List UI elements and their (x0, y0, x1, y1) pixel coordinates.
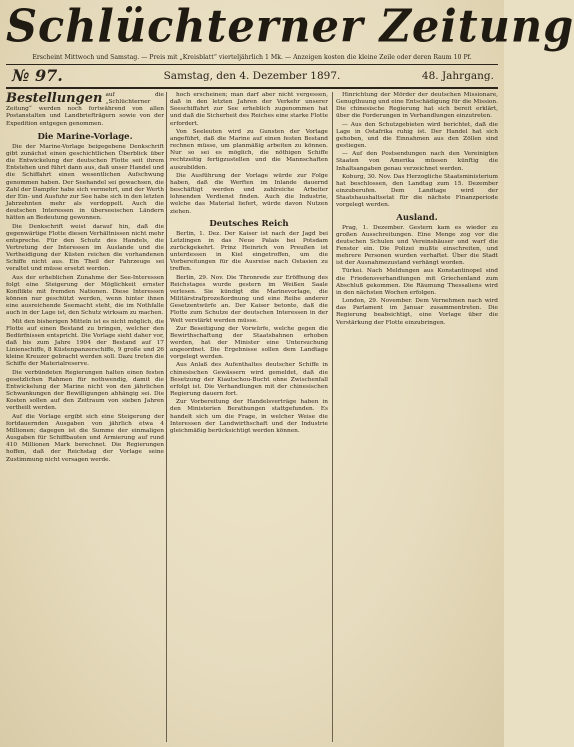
news-item: Koburg, 30. Nov. Das Herzogliche Staatsministerium hat beschlossen, den Landtag zum 15. Dezember einzuberufen. Dem Landtage wird der Staatshaushaltsetat für die nächste Finanzperiode vorgelegt werden. (336, 173, 498, 209)
masthead-title: Schlüchterner Zeitung (6, 0, 574, 54)
section-heading-reich: Deutsches Reich (209, 218, 289, 229)
article-heading: Die Marine-Vorlage. (37, 131, 133, 142)
subscription-heading: Bestellungen (6, 91, 103, 106)
section-heading-ausland: Ausland. (396, 212, 438, 223)
column-2 (170, 92, 328, 742)
article-paragraph: Die verbündeten Regierungen halten einen festen gesetzlichen Rahmen für nothwendig, damit die Entwickelung der Marine nicht von den jährlichen Schwankungen der Bewilligungen abhängig sei. Die Kosten sollen auf den Zeitraum von sieben Jahren vertheilt werden. (6, 369, 164, 412)
column-1 (6, 92, 164, 742)
article-paragraph: Die Denkschrift weist darauf hin, daß die gegenwärtige Flotte diesen Verhältnissen nicht mehr entspreche. Für den Schutz des Handels, die Vertretung der Interessen im Auslande und die Vertheidigung der Küsten reichen die vorhandenen Schiffe nicht aus. Ein Theil der Fahrzeuge sei veraltet und müsse ersetzt werden. (6, 223, 164, 273)
column-divider (332, 92, 333, 742)
issue-date: Samstag, den 4. Dezember 1897. (163, 70, 341, 82)
publication-info: Erscheint Mittwoch und Samstag. — Preis mit „Kreisblatt“ vierteljährlich 1 Mk. — Anzeigen kosten die kleine Zeile oder deren Raum 10 Pf. (32, 54, 472, 61)
article-paragraph: Auf die Vorlage ergibt sich eine Steigerung der fortdauernden Ausgaben von jährlich etwa 4 Millionen; dagegen ist die Summe der einmaligen Ausgaben für Schiffbauten und Armierung auf rund 410 Millionen Mark berechnet. Die Regierungen hoffen, daß der Reichstag der Vorlage seine Zustimmung nicht versagen werde. (6, 413, 164, 463)
column-3 (336, 92, 498, 742)
article-paragraph: Aus der erheblichen Zunahme der See-Interessen folgt eine Steigerung der Möglichkeit ernster Konflikte mit fremden Nationen. Diese Interessen können nur geschützt werden, wenn hinter ihnen eine ausreichende Seemacht steht, die im Nothfalle auch in der Lage ist, den Schutz wirksam zu machen. (6, 274, 164, 317)
news-item: Zur Vorbereitung der Handelsverträge haben in den Ministerien Berathungen stattgefunden. Es handelt sich um die Frage, in welcher Weise die Interessen der Landwirthschaft und der Industrie gleichmäßig berücksichtigt werden können. (170, 399, 328, 434)
news-item: — Auf den Postsendungen nach den Vereinigten Staaten von Amerika müssen künftig die Inhaltsangaben genau verzeichnet werden. (336, 151, 498, 172)
news-item: Türkei. Nach Meldungen aus Konstantinopel sind die Friedensverhandlungen mit Griechenland zum Abschluß gekommen. Die Räumung Thessaliens wird in den nächsten Wochen erfolgen. (336, 268, 498, 296)
issue-bar (6, 66, 498, 86)
column-divider (166, 92, 167, 742)
article-paragraph: Hinrichtung der Mörder der deutschen Missionare, Genugthuung und eine Entschädigung für die Mission. Die chinesische Regierung hat sich bereit erklärt, über die Forderungen in Verhandlungen einzutreten. (336, 92, 498, 120)
news-item: Zur Beseitigung der Vorwürfe, welche gegen die Bewirthschaftung der Staatsbahnen erhoben werden, hat der Minister eine Untersuchung angeordnet. Die Ergebnisse sollen dem Landtage vorgelegt werden. (170, 325, 328, 361)
masthead-rule (6, 64, 498, 65)
issue-number: № 97. (12, 66, 63, 85)
issue-rule (6, 87, 498, 89)
article-paragraph: hoch erscheinen; man darf aber nicht vergessen, daß in den letzten Jahren der Verkehr unserer Seeschiffahrt zur See erheblich zugenommen hat und daß die Sicherheit des Reiches eine starke Flotte erfordert. (170, 92, 328, 127)
news-item: Berlin, 1. Dez. Der Kaiser ist nach der Jagd bei Letzlingen in das Neue Palais bei Potsdam zurückgekehrt. Prinz Heinrich von Preußen ist unterdessen in Kiel eingetroffen, um die Vorbereitungen für die Ausreise nach Ostasien zu treffen. (170, 230, 328, 273)
article-paragraph: Von Seeleuten wird zu Gunsten der Vorlage angeführt, daß die Marine auf einen festen Bestand rechnen müsse, um planmäßig arbeiten zu können. Nur so sei es möglich, die nöthigen Schiffe rechtzeitig fertigzustellen und die Mannschaften auszubilden. (170, 128, 328, 171)
news-item: Prag, 1. Dezember. Gestern kam es wieder zu großen Ausschreitungen. Eine Menge zog vor die deutschen Schulen und Vereinshäuser und warf die Fenster ein. Die Polizei mußte einschreiten, und mehrere Personen wurden verhaftet. Über die Stadt ist der Ausnahmezustand verhängt worden. (336, 224, 498, 267)
article-paragraph: Mit den bisherigen Mitteln ist es nicht möglich, die Flotte auf einen Bestand zu bringen, welcher den Bedürfnissen entspricht. Die Vorlage sieht daher vor, daß bis zum Jahre 1904 der Bestand auf 17 Linienschiffe, 8 Küstenpanzerschiffe, 9 große und 26 kleine Kreuzer gebracht werden soll. Dazu treten die Schiffe der Materialreserve. (6, 318, 164, 368)
article-paragraph: Die der Marine-Vorlage beigegebene Denkschrift gibt zunächst einen geschichtlichen Überblick über die Entwickelung der deutschen Flotte seit ihrem Entstehen und führt dann aus, daß unser Handel und die Schiffahrt einen wesentlichen Aufschwung genommen haben. Der Seehandel sei gewachsen, die Zahl der Dampfer habe sich vermehrt, und der Werth der Ein- und Ausfuhr zur See habe sich in den letzten Jahrzehnten mehr als verdoppelt. Auch die deutschen Interessen in überseeischen Ländern hätten an Bedeutung gewonnen. (6, 143, 164, 222)
volume-year: 48. Jahrgang. (421, 70, 494, 82)
news-item: — Aus den Schutzgebieten wird berichtet, daß die Lage in Ostafrika ruhig ist. Der Handel hat sich gehoben, und die Einnahmen aus den Zöllen sind gestiegen. (336, 121, 498, 150)
subscription-text: auf die „Schlüchterner Zeitung“ werden noch fortwährend von allen Postanstalten und Landbriefträgern sowie von der Expedition entgegen genommen. (6, 92, 164, 127)
article-paragraph: Die Ausführung der Vorlage würde zur Folge haben, daß die Werften im Inlande dauernd beschäftigt werden und zahlreiche Arbeiter lohnenden Verdienst finden. Auch die Industrie, welche das Material liefert, würde davon Nutzen ziehen. (170, 172, 328, 215)
news-item: London, 29. November. Dem Vernehmen nach wird das Parlament im Januar zusammentreten. Die Regierung beabsichtigt, eine Vorlage über die Verstärkung der Flotte einzubringen. (336, 298, 498, 326)
news-item: Berlin, 29. Nov. Die Thronrede zur Eröffnung des Reichstages wurde gestern im Weißen Saale verlesen. Sie kündigt die Marinevorlage, die Militärstrafprozeßordnung und eine Reihe anderer Gesetzentwürfe an. Der Kaiser betonte, daß die Flotte zum Schutze der deutschen Interessen in der Welt verstärkt werden müsse. (170, 274, 328, 324)
news-item: Aus Anlaß des Aufenthaltes deutscher Schiffe in chinesischen Gewässern wird gemeldet, daß die Besetzung der Kiautschou-Bucht ohne Zwischenfall erfolgt ist. Die Verhandlungen mit der chinesischen Regierung dauern fort. (170, 362, 328, 398)
